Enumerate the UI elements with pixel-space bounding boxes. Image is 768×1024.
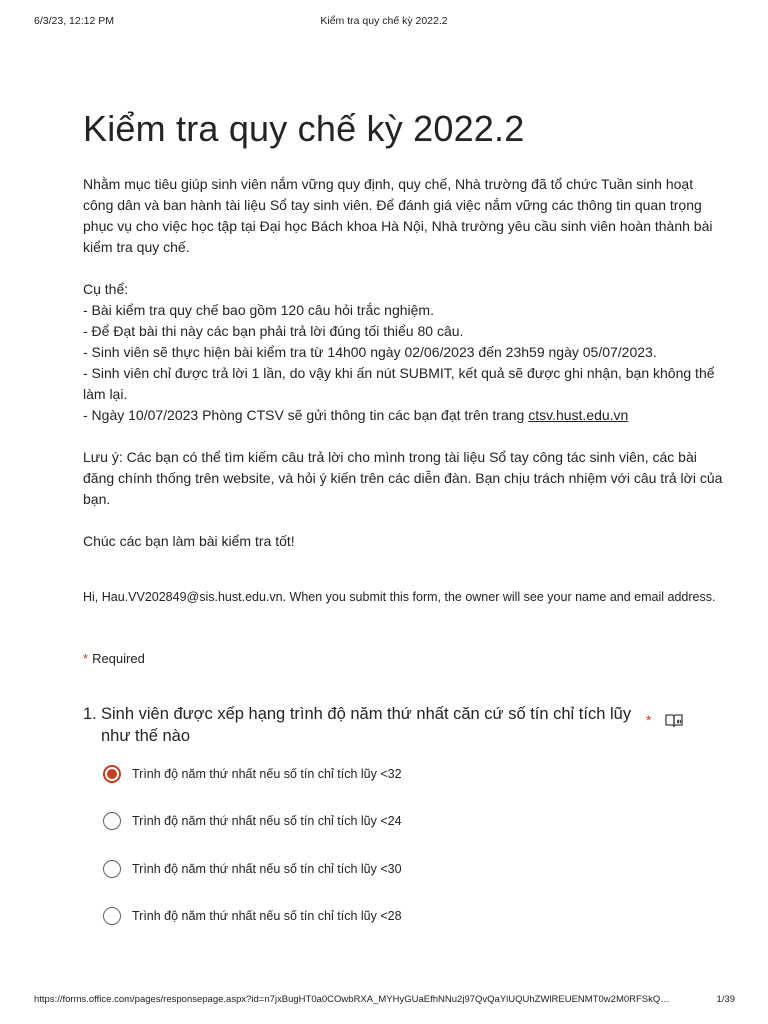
detail-item: - Bài kiểm tra quy chế bao gồm 120 câu hỏi trắc nghiệm.	[83, 302, 434, 318]
option-1[interactable]	[103, 762, 583, 786]
print-footer	[0, 990, 768, 1010]
page-url: https://forms.office.com/pages/responsepage.aspx?id=n7jxBugHT0a0COwbRXA_MYHyGUaEfhNNu2j97QvQaYlUQUhZWlREUENMT0w2M0RFSkQ…	[34, 994, 670, 1005]
required-star: *	[83, 651, 89, 666]
radio-option-3[interactable]	[103, 860, 121, 878]
print-title: Kiểm tra quy chế kỳ 2022.2	[320, 15, 448, 27]
radio-option-2[interactable]	[103, 812, 121, 830]
option-label: Trình độ năm thứ nhất nếu số tín chỉ tích lũy <30	[132, 862, 402, 876]
option-4[interactable]	[103, 904, 583, 928]
question-text: Sinh viên được xếp hạng trình độ năm thứ nhất căn cứ số tín chỉ tích lũy như thế nào	[101, 705, 632, 745]
option-label: Trình độ năm thứ nhất nếu số tín chỉ tích lũy <28	[132, 909, 402, 923]
details-heading: Cụ thể:	[83, 281, 129, 297]
print-header	[0, 0, 768, 40]
detail-item: - Sinh viên chỉ được trả lời 1 lần, do vậy khi ấn nút SUBMIT, kết quả sẽ được ghi nhận, bạn không thể làm lại.	[83, 365, 715, 402]
form-title: Kiểm tra quy chế kỳ 2022.2	[83, 108, 525, 149]
option-label: Trình độ năm thứ nhất nếu số tín chỉ tích lũy <24	[132, 814, 402, 828]
detail-item: - Sinh viên sẽ thực hiện bài kiểm tra từ 14h00 ngày 02/06/2023 đến 23h59 ngày 05/07/2023.	[83, 344, 657, 360]
identity-notice: Hi, Hau.VV202849@sis.hust.edu.vn. When you submit this form, the owner will see your name and email address.	[83, 590, 716, 604]
question-required-star: *	[646, 712, 652, 728]
option-2[interactable]	[103, 809, 583, 833]
required-label: Required	[92, 651, 145, 666]
announce-text: - Ngày 10/07/2023 Phòng CTSV sẽ gửi thông tin các bạn đạt trên trang	[83, 407, 529, 423]
ctsv-link[interactable]: ctsv.hust.edu.vn	[528, 407, 629, 423]
announce-line	[83, 405, 723, 426]
immersive-reader-icon[interactable]	[664, 711, 684, 731]
option-label: Trình độ năm thứ nhất nếu số tín chỉ tích lũy <32	[132, 767, 402, 781]
page-number: 1/39	[716, 994, 735, 1005]
note-paragraph: Lưu ý: Các bạn có thể tìm kiếm câu trả lời cho mình trong tài liệu Sổ tay công tác sinh viên, các bài đăng chính thống trên website, và hỏi ý kiến trên các diễn đàn. Bạn chịu trách nhiệm với câu trả lời của bạn.	[83, 449, 723, 507]
intro-paragraph: Nhằm mục tiêu giúp sinh viên nắm vững quy định, quy chế, Nhà trường đã tổ chức Tuần sinh hoạt công dân và ban hành tài liệu Sổ tay sinh viên. Để đánh giá việc nắm vững các thông tin quan trọng phục vụ cho việc học tập tại Đại học Bách khoa Hà Nội, Nhà trường yêu cầu sinh viên hoàn thành bài kiểm tra quy chế.	[83, 176, 713, 255]
question-number: 1.	[83, 705, 97, 723]
option-3[interactable]	[103, 857, 583, 881]
closing-text: Chúc các bạn làm bài kiểm tra tốt!	[83, 533, 295, 549]
radio-option-1[interactable]	[103, 765, 121, 783]
print-date: 6/3/23, 12:12 PM	[34, 15, 114, 27]
required-legend	[83, 651, 145, 666]
form-description	[83, 174, 723, 552]
detail-item: - Để Đạt bài thi này các bạn phải trả lời đúng tối thiểu 80 câu.	[83, 323, 464, 339]
radio-option-4[interactable]	[103, 907, 121, 925]
